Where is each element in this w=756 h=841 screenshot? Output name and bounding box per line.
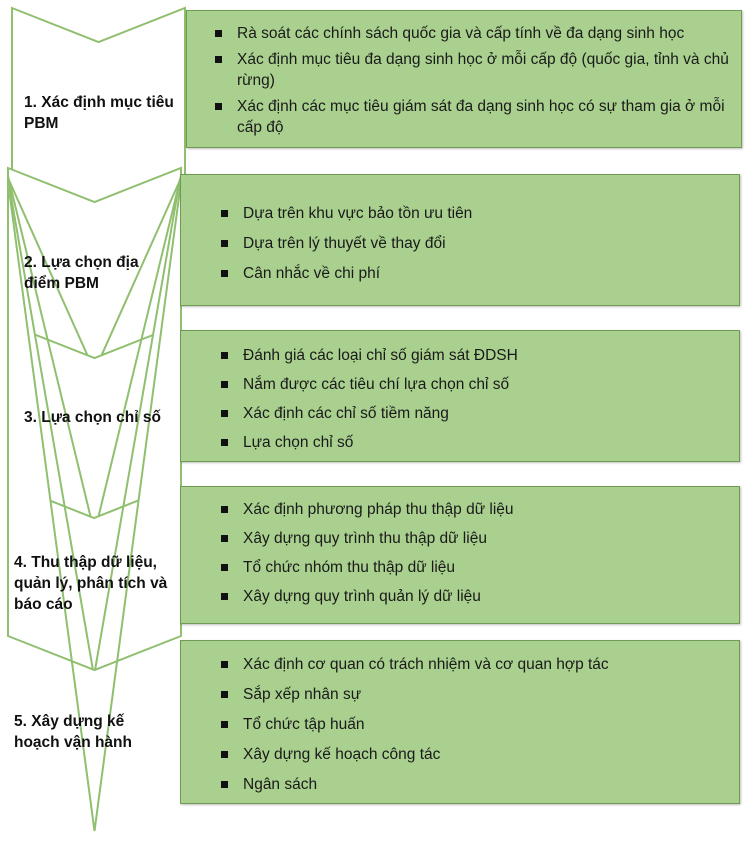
detail-list <box>243 499 743 607</box>
detail-item-text: Lựa chọn chỉ số <box>243 434 354 451</box>
square-bullet-icon <box>221 381 228 388</box>
detail-item <box>243 654 743 675</box>
detail-item <box>243 557 743 578</box>
detail-item-text: Xác định phương pháp thu thập dữ liệu <box>243 501 514 518</box>
step-label: 5. Xây dựng kế hoạch vận hành <box>14 713 132 751</box>
detail-item <box>237 49 737 91</box>
detail-list <box>243 345 743 453</box>
square-bullet-icon <box>221 661 228 668</box>
square-bullet-icon <box>221 352 228 359</box>
detail-item-text: Xác định các chỉ số tiềm năng <box>243 405 449 422</box>
detail-item-text: Xây dựng kế hoạch công tác <box>243 746 441 763</box>
detail-item <box>243 684 743 705</box>
detail-item-text: Xác định mục tiêu đa dạng sinh học ở mỗi cấp độ (quốc gia, tỉnh và chủ rừng) <box>237 51 729 89</box>
detail-item-text: Dựa trên lý thuyết về thay đổi <box>243 235 446 252</box>
detail-item <box>243 403 743 424</box>
step-details-box <box>180 174 740 306</box>
square-bullet-icon <box>215 56 222 63</box>
step-details-box <box>180 640 740 804</box>
square-bullet-icon <box>221 410 228 417</box>
detail-item <box>237 96 737 138</box>
detail-item-text: Xác định cơ quan có trách nhiệm và cơ quan hợp tác <box>243 656 609 673</box>
detail-item <box>243 586 743 607</box>
square-bullet-icon <box>221 439 228 446</box>
step-label: 4. Thu thập dữ liệu, quản lý, phân tích và báo cáo <box>14 554 168 613</box>
detail-list <box>243 654 743 795</box>
square-bullet-icon <box>221 721 228 728</box>
detail-item-text: Tổ chức tập huấn <box>243 716 365 733</box>
square-bullet-icon <box>221 781 228 788</box>
detail-item <box>243 774 743 795</box>
square-bullet-icon <box>221 751 228 758</box>
detail-item <box>243 499 743 520</box>
square-bullet-icon <box>215 30 222 37</box>
detail-item <box>243 744 743 765</box>
square-bullet-icon <box>221 564 228 571</box>
square-bullet-icon <box>221 506 228 513</box>
detail-item <box>237 23 737 44</box>
detail-list <box>243 203 743 284</box>
square-bullet-icon <box>221 691 228 698</box>
detail-item <box>243 263 743 284</box>
detail-item-text: Rà soát các chính sách quốc gia và cấp tính về đa dạng sinh học <box>237 25 685 42</box>
detail-item-text: Ngân sách <box>243 776 318 793</box>
detail-item <box>243 528 743 549</box>
step-label: 2. Lựa chọn địa điểm PBM <box>24 254 139 292</box>
step-details-box <box>186 10 742 148</box>
detail-item <box>243 374 743 395</box>
square-bullet-icon <box>221 593 228 600</box>
square-bullet-icon <box>221 270 228 277</box>
square-bullet-icon <box>215 103 222 110</box>
detail-item-text: Đánh giá các loại chỉ số giám sát ĐDSH <box>243 347 518 364</box>
detail-item-text: Nắm được các tiêu chí lựa chọn chỉ số <box>243 376 510 393</box>
detail-item-text: Sắp xếp nhân sự <box>243 686 362 703</box>
square-bullet-icon <box>221 240 228 247</box>
square-bullet-icon <box>221 210 228 217</box>
detail-item-text: Cân nhắc về chi phí <box>243 265 381 282</box>
detail-item <box>243 714 743 735</box>
step-details-box <box>180 486 740 624</box>
square-bullet-icon <box>221 535 228 542</box>
detail-item <box>243 432 743 453</box>
step-label: 3. Lựa chọn chỉ số <box>24 409 161 426</box>
step-details-box <box>180 330 740 462</box>
detail-item-text: Dựa trên khu vực bảo tồn ưu tiên <box>243 205 473 222</box>
detail-item <box>243 233 743 254</box>
step-label: 1. Xác định mục tiêu PBM <box>24 94 174 132</box>
detail-item <box>243 345 743 366</box>
detail-item-text: Xây dựng quy trình quản lý dữ liệu <box>243 588 481 605</box>
detail-item <box>243 203 743 224</box>
detail-item-text: Xác định các mục tiêu giám sát đa dạng sinh học có sự tham gia ở mỗi cấp độ <box>237 98 725 136</box>
detail-item-text: Tổ chức nhóm thu thập dữ liệu <box>243 559 456 576</box>
detail-list <box>237 23 737 138</box>
detail-item-text: Xây dựng quy trình thu thập dữ liệu <box>243 530 487 547</box>
